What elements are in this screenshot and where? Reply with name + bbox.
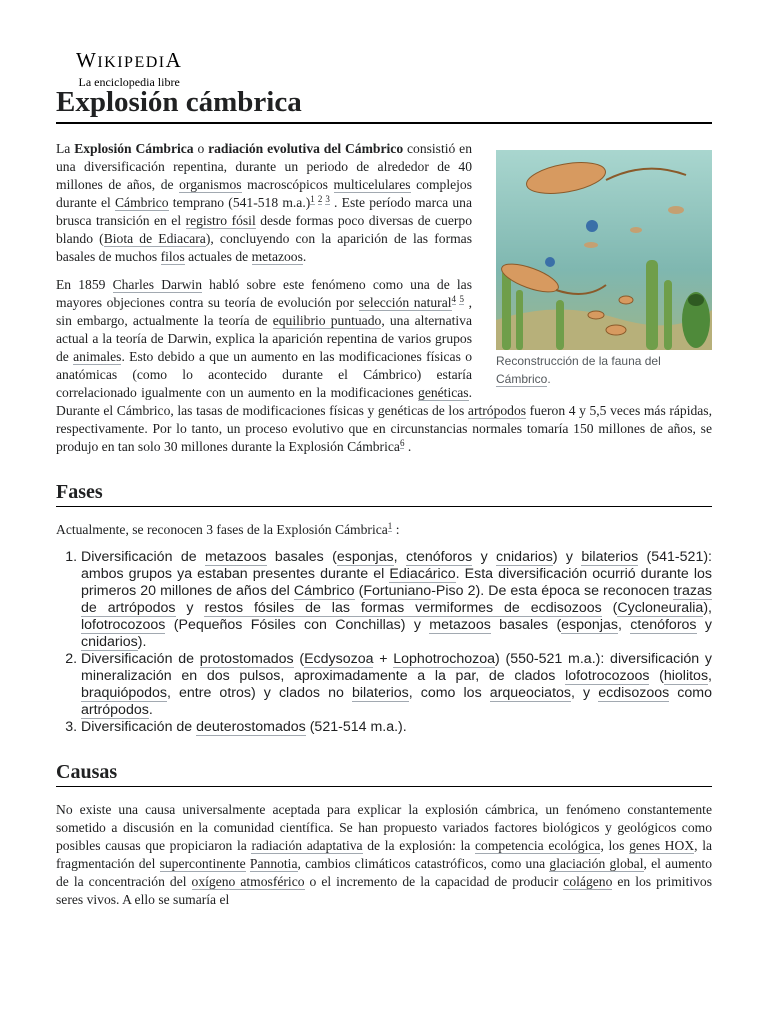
bold-term: Explosión Cámbrica [74,141,194,156]
link-animales[interactable]: animales [73,349,122,364]
link-seleccion-natural[interactable]: selección natural [358,295,452,310]
link-cambrico[interactable]: Cámbrico [293,583,355,599]
intro-paragraph-1: La Explosión Cámbrica o radiación evolutiva del Cámbrico consistió en una diversificación repentina, durante un periodo de alrededor de 40 millones de años, de organismos macroscópicos multicelulares complejos durante el Cámbrico temprano (541-518 m.a.)$^{1 2 3}$ . Este período marca una brusca transición en el registro fósil desde formas poco diversas de cuerpo blando (Biota de Ediacara), concluyendo con la aparición de las formas basales de muchos filos actuales de metazoos. [56,141,472,264]
list-item: 2. Diversificación de protostomados (Ecdysozoa + Lophotrochozoa) (550-521 m.a.): diversificación y mineralización en dos pulsos, aproximadamente a la par, de clados lofotrocozoos (hiolitos, braquiópodos, entre otros) y clados no bilaterios, como los arqueociatos, y ecdisozoos como artrópodos. [81,651,712,719]
reference-link[interactable]: 2 [317,194,323,204]
reference-link[interactable]: 3 [325,194,330,204]
link-radiacion-adaptativa[interactable]: radiación adaptativa [251,838,363,853]
link-glaciacion-global[interactable]: glaciación global [549,856,644,871]
section-heading-fases: Fases [56,478,712,507]
link-trazas-de-artropodos[interactable]: trazas de artrópodos [81,583,712,616]
page-title: Explosión cámbrica [56,82,712,124]
fases-intro: Actualmente, se reconocen 3 fases de la Explosión Cámbrica$^1$ : [56,521,400,537]
link-ecdysozoa[interactable]: Ecdysozoa [304,651,374,667]
link-equilibrio-puntuado[interactable]: equilibrio puntuado [272,313,382,328]
bold-term: radiación evolutiva del Cámbrico [208,141,404,156]
fases-list [56,549,712,736]
link-cnidarios[interactable]: cnidarios [81,634,138,650]
link-metazoos[interactable]: metazoos [251,249,303,264]
cambrian-fauna-image[interactable] [496,150,712,350]
link-deuterostomados[interactable]: deuterostomados [196,719,306,735]
link-bilaterios[interactable]: bilaterios [351,685,409,701]
link-genes-hox[interactable]: genes HOX [629,838,695,853]
link-esponjas[interactable]: esponjas [336,549,394,565]
causas-paragraph: No existe una causa universalmente aceptada para explicar la explosión cámbrica, un fenómeno constantemente sometido a discusión en la comunidad científica. Se han propuesto variados factores biológicos y geológicos como posibles causas que propiciaron la radiación adaptativa de la explosión: la competencia ecológica, los genes HOX, la fragmentación del supercontinente Pannotia, cambios climáticos catastróficos, como una glaciación global, el aumento de la concentración del oxígeno atmosférico o el incremento de la capacidad de producir colágeno en los primitivos seres vivos. A ello se sumaría el [56,802,713,907]
figure-caption: Reconstrucción de la fauna del Cámbrico. [496,354,661,386]
link-cnidarios[interactable]: cnidarios [496,549,553,565]
link-fortuniano[interactable]: Fortuniano [363,583,432,599]
link-registro-fosil[interactable]: registro fósil [185,213,256,228]
reference-link[interactable]: 1 [387,521,393,531]
section-heading-causas: Causas [56,758,712,787]
link-metazoos[interactable]: metazoos [204,549,267,565]
wikipedia-tagline: La enciclopedia libre [78,75,180,89]
link-artropodos[interactable]: artrópodos [467,403,527,418]
link-filos[interactable]: filos [160,249,185,264]
link-lofotrocozoos[interactable]: lofotrocozoos [81,617,166,633]
caption-link-cambrico[interactable]: Cámbrico [496,372,548,386]
link-cycloneuralia[interactable]: Cycloneuralia [617,600,704,616]
link-cambrico[interactable]: Cámbrico [114,195,169,210]
link-organismos[interactable]: organismos [179,177,242,192]
wikipedia-wordmark: WIKIPEDIA [76,48,183,72]
link-artropodos[interactable]: artrópodos [81,702,149,718]
link-competencia-ecologica[interactable]: competencia ecológica [475,838,601,853]
link-colageno[interactable]: colágeno [563,874,613,889]
article-content [56,140,712,919]
reference-link[interactable]: 4 [451,294,457,304]
link-ctenoforos[interactable]: ctenóforos [630,617,697,633]
intro-paragraph-2: En 1859 Charles Darwin habló sobre este fenómeno como una de las mayores objeciones contra su teoría de evolución por selección natural$^{4 5}$ , sin embargo, actualmente la teoría de equilibrio puntuado, una alternativa actual a la teoría de Darwin, explica la aparición repentina de varios grupos de animales. Esto debido a que un aumento en las modificaciones físicas o anatómicas (como lo acontecido durante el Cámbrico) estaría correlacionado igualmente con un aumento en la modificaciones genéticas. Durante el Cámbrico, las tasas de modificaciones físicas y genéticas de los artrópodos fueron 4 y 5,5 veces más rápidas, respectivamente. Por lo tanto, un proceso evolutivo que en circunstancias normales tomaría 150 millones de años, se produjo en tan solo 30 millones durante la Explosión Cámbrica$^6$ . [56,277,712,454]
reference-link[interactable]: 6 [399,438,405,448]
link-arqueociatos[interactable]: arqueociatos [489,685,571,701]
link-geneticas[interactable]: genéticas [418,385,469,400]
link-multicelulares[interactable]: multicelulares [333,177,411,192]
link-restos-fosiles[interactable]: restos fósiles de las formas vermiformes de ecdisozoos [204,600,602,616]
link-lofotrocozoos[interactable]: lofotrocozoos [565,668,650,684]
link-ecdisozoos[interactable]: ecdisozoos [598,685,670,701]
link-oxigeno-atmosferico[interactable]: oxígeno atmosférico [191,874,305,889]
link-esponjas[interactable]: esponjas [561,617,618,633]
link-hiolitos[interactable]: hiolitos [663,668,709,684]
link-pannotia[interactable]: Pannotia [249,856,298,871]
list-item: 1. Diversificación de metazoos basales (esponjas, ctenóforos y cnidarios) y bilaterios (541-521): ambos grupos ya estaban presentes durante el Ediacárico. Esta diversificación ocurrió durante los primeros 20 millones de años del Cámbrico (Fortuniano-Piso 2). De esta época se reconocen trazas de artrópodos y restos fósiles de las formas vermiformes de ecdisozoos (Cycloneuralia), lofotrocozoos (Pequeños Fósiles con Conchillas) y metazoos basales (esponjas, ctenóforos y cnidarios). [81,549,712,651]
infobox-figure [496,150,712,388]
link-bilaterios[interactable]: bilaterios [581,549,639,565]
reference-link[interactable]: 1 [310,194,315,204]
reference-link[interactable]: 5 [459,294,464,304]
link-ediacarico[interactable]: Ediacárico [389,566,456,582]
link-lophotrochozoa[interactable]: Lophotrochozoa [393,651,496,667]
link-biota-de-ediacara[interactable]: Biota de Ediacara [103,231,206,246]
link-supercontinente[interactable]: supercontinente [159,856,246,871]
link-ctenoforos[interactable]: ctenóforos [405,549,473,565]
link-metazoos[interactable]: metazoos [429,617,491,633]
link-charles-darwin[interactable]: Charles Darwin [112,277,202,292]
link-braquiopodos[interactable]: braquiópodos [81,685,167,701]
list-item: 3. Diversificación de deuterostomados (521-514 m.a.). [81,719,712,736]
link-protostomados[interactable]: protostomados [199,651,294,667]
